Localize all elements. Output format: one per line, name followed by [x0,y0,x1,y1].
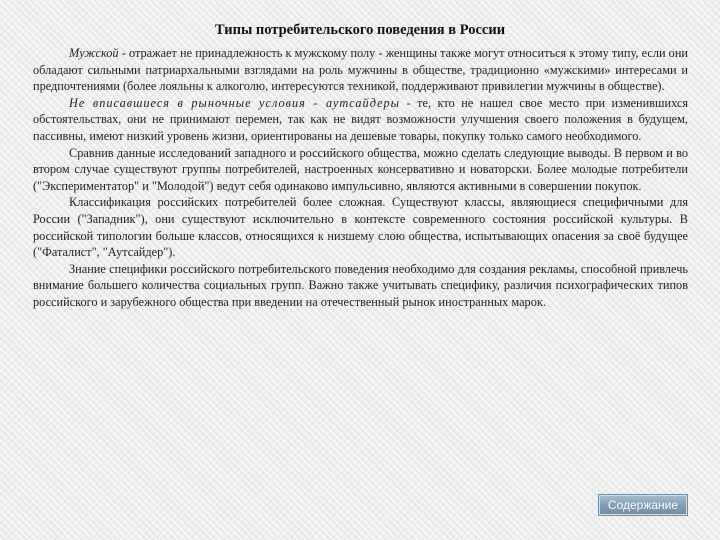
paragraph-comparison: Сравнив данные исследований западного и российского общества, можно сделать следующие выводы. В первом и во втором случае существуют группы потребителей, настроенных консервативно и новаторски. Более молодые потребители ("Экспериментатор" и "Молодой") ведут себя одинаково импульсивно, являются активными в совершении покупок. [33,145,688,193]
paragraph-classification: Классификация российских потребителей более сложная. Существуют классы, являющиеся специфичными для России ("Западник"), они существуют исключительно в контексте современного состояния российской культуры. В российской типологии больше классов, относящихся к низшему слою общества, испытывающих опасения за своё будущее ("Фаталист", "Аутсайдер"). [33,195,688,260]
paragraph-text: - те, кто не нашел свое место при изменившихся обстоятельствах, они не принимают перемен, так как не видят возможности улучшения своего положения в будущем, пассивны, имеют низкий уровень жизни, ориентированы на дешевые товары, покупку только самого необходимого. [33,95,688,143]
term-outsiders: Не вписавшиеся в рыночные условия - аутсайдеры [69,95,401,110]
page-title: Типы потребительского поведения в России [214,22,506,38]
term-male: Мужской [69,46,119,60]
body-text [33,45,688,311]
paragraph-male-type [33,45,688,95]
contents-button[interactable]: Содержание [598,494,688,516]
paragraph-conclusion: Знание специфики российского потребительского поведения необходимо для создания рекламы, способной привлечь внимание большего количества социальных групп. Важно также учитывать специфику, различия психографических типов российского и зарубежного общества при введении на отечественный рынок иностранных марок. [33,261,688,309]
paragraph-outsiders-type [33,95,688,145]
paragraph-text: - отражает не принадлежность к мужскому полу - женщины также могут относиться к этому типу, если они обладают сильными патриархальными взглядами на роль мужчины в обществе, традиционно «мужскими» интересами и предпочтениями (более лояльны к алкоголю, интересуются техникой, поддерживают привилегии мужчины в обществе). [33,46,688,94]
